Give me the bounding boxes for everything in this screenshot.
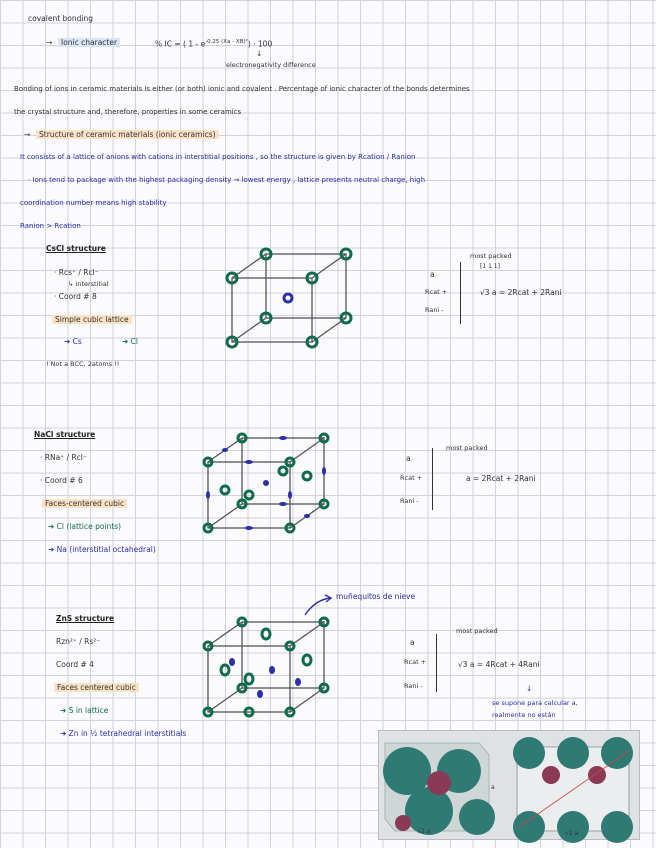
nacl-ratio: · RNa⁺ / Rcl⁻	[40, 453, 87, 462]
cscl-interstitial: ↳ interstitial	[68, 280, 109, 288]
snowman-note: muñequitos de nieve	[336, 592, 416, 601]
down-arrow-icon: ↓	[256, 49, 263, 58]
paragraph-line-4: · Ions tend to package with the highest packaging density → lowest energy , lattice presents neutral charge, high	[28, 176, 426, 184]
zns-a: a	[410, 638, 415, 647]
cscl-cube-diagram	[222, 246, 362, 356]
cscl-legend-cl: ➜ Cl	[122, 337, 138, 346]
zns-rani: Rani -	[404, 682, 423, 690]
zns-lattice: Faces centered cubic	[54, 683, 139, 692]
structure-arrow-icon: →	[24, 130, 31, 139]
cscl-rani: Rani -	[425, 306, 444, 314]
zns-title: ZnS structure	[56, 614, 115, 623]
nacl-packed: most packed	[446, 444, 488, 452]
cscl-rcat: Rcat +	[425, 288, 448, 296]
paragraph-line-1: Bonding of ions in ceramic materials is either (or both) ionic and covalent . Percentage of ionic character of the bonds determines	[14, 85, 470, 93]
electronegativity-note: electronegativity difference	[226, 61, 316, 69]
zns-note-2: realmente no están	[492, 711, 556, 719]
zns-note-1: se supone para calcular a,	[492, 699, 578, 707]
paragraph-line-6: Ranion > Rcation	[20, 222, 81, 230]
cscl-a: a	[430, 270, 435, 279]
structure-title: Structure of ceramic materials (ionic ceramics)	[36, 130, 219, 139]
paragraph-line-5: coordination number means high stability	[20, 199, 167, 207]
zns-legend-s: ➜ S in lattice	[60, 706, 109, 715]
nacl-a: a	[406, 454, 411, 463]
cscl-packed: most packed	[470, 252, 512, 260]
nacl-rani: Rani -	[400, 497, 419, 505]
nacl-equation: a = 2Rcat + 2Rani	[466, 474, 536, 483]
zns-rcat: Rcat +	[404, 658, 427, 666]
cscl-coord: · Coord # 8	[54, 292, 97, 301]
zns-down-arrow-icon: ↓	[526, 684, 533, 693]
ionic-formula: % IC = ( $1 - e^{-0.25 (Xa - XB)^2}) \cdot 100$	[155, 39, 273, 49]
cscl-legend-cs: ➜ Cs	[64, 337, 82, 346]
arrow-icon: →	[46, 38, 53, 47]
zns-legend-zn: ➜ Zn in ½ tetrahedral interstitials	[60, 729, 187, 738]
nacl-cube-diagram	[202, 432, 342, 542]
nacl-legend-cl: ➜ Cl (lattice points)	[48, 522, 122, 531]
paragraph-line-2: the crystal structure and, therefore, properties in some ceramics	[14, 108, 242, 116]
nacl-coord: · Coord # 6	[40, 476, 83, 485]
cscl-brace	[460, 262, 461, 324]
photo-left-label: √2 a	[417, 828, 431, 835]
zns-packed: most packed	[456, 627, 498, 635]
photo-right-label: √2 a	[565, 830, 579, 837]
cscl-lattice: Simple cubic lattice	[52, 315, 132, 324]
photo-a-label: a	[491, 784, 495, 791]
zns-brace	[436, 634, 437, 692]
nacl-rcat: Rcat +	[400, 474, 423, 482]
nacl-title: NaCl structure	[34, 430, 96, 439]
nacl-lattice: Faces-centered cubic	[42, 499, 127, 508]
heading-covalent: covalent bonding	[28, 14, 93, 23]
unit-cell-photo-drawing	[379, 731, 639, 839]
paragraph-line-3: It consists of a lattice of anions with cations in interstitial positions , so the structure is given by Rcation / Ranion	[20, 153, 416, 161]
zns-coord: Coord # 4	[56, 660, 94, 669]
cscl-warning: ! Not a BCC, 2atoms !!	[46, 360, 120, 368]
cscl-title: CsCl structure	[46, 244, 106, 253]
zns-equation: √3 a = 4Rcat + 4Rani	[458, 660, 540, 669]
nacl-brace	[432, 448, 433, 510]
cscl-direction: [1 1 1]	[480, 263, 500, 270]
nacl-legend-na: ➜ Na (interstitial octahedral)	[48, 545, 156, 554]
ionic-character-label: Ionic character	[58, 38, 120, 47]
zns-ratio: Rzn²⁺ / Rs²⁻	[56, 637, 101, 646]
unit-cell-photo	[378, 730, 640, 840]
zns-cube-diagram	[202, 612, 342, 722]
cscl-equation: √3 a = 2Rcat + 2Rani	[480, 288, 562, 297]
cscl-ratio: · Rcs⁺ / Rcl⁻	[54, 268, 99, 277]
